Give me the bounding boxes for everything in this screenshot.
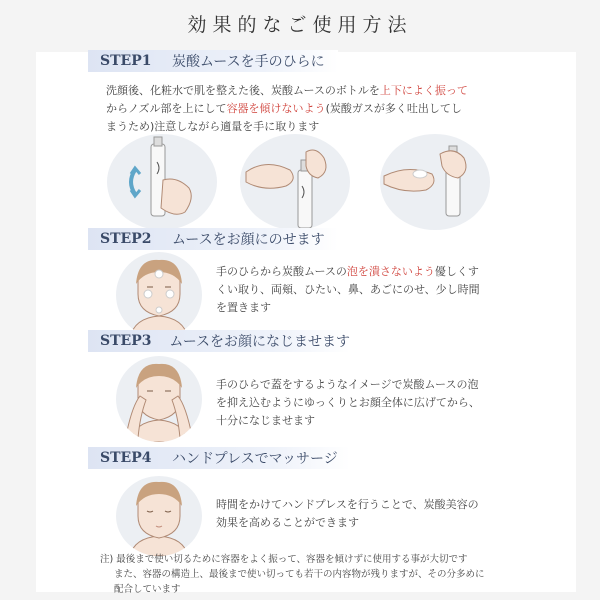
step4-number: STEP4: [100, 450, 152, 466]
step1-title: 炭酸ムースを手のひらに: [172, 54, 325, 70]
step2-text-highlight: 泡を潰さないよう: [346, 265, 435, 278]
step3-text-line1: 手のひらで蓋をするようなイメージで炭酸ムースの泡: [216, 378, 479, 391]
step3-text-line3: 十分になじませます: [216, 414, 315, 427]
step1-text-highlight2: 容器を傾けないよう: [226, 102, 326, 115]
step3-title: ムースをお顔になじませます: [169, 334, 350, 350]
step3-text-line2: を抑え込むようにゆっくりとお顔全体に広げてから、: [216, 396, 480, 409]
step2-text: [216, 263, 516, 317]
step1-number: STEP1: [100, 53, 152, 69]
step1-image-shake: [107, 134, 217, 230]
step2-face-image: [116, 252, 202, 338]
footnote-line2: また、容器の構造上、最後まで使い切っても若干の内容物が残りますが、その分多めに: [114, 569, 485, 580]
page-title: 効果的なご使用方法: [187, 14, 413, 36]
step4-title: ハンドプレスでマッサージ: [172, 451, 338, 467]
step4-face-image: [116, 476, 202, 556]
step1-image-palm: [380, 134, 490, 230]
step2-text-line1: 手のひらから炭酸ムースの: [216, 265, 347, 278]
step1-image-dispense: [240, 134, 350, 230]
step1-text-line2-end: (炭酸ガスが多く吐出してし: [325, 102, 462, 115]
step2-text-line2: くい取り、両頬、ひたい、鼻、あごにのせ、少し時間: [216, 283, 480, 296]
step1-header: [88, 50, 338, 72]
footnote: [100, 552, 580, 597]
step4-header: [88, 447, 350, 469]
step3-number: STEP3: [100, 333, 152, 349]
step1-text: [106, 82, 556, 136]
footnote-line3: 配合しています: [114, 584, 181, 595]
step1-text-highlight1: 上下によく振って: [379, 84, 468, 97]
step1-text-line3: まうため)注意しながら適量を手に取ります: [106, 120, 320, 133]
footnote-line1: 注) 最後まで使い切るために容器をよく振って、容器を傾けずに使用する事が大切です: [100, 554, 468, 565]
step1-text-line2: からノズル部を上にして: [106, 102, 227, 115]
step2-number: STEP2: [100, 231, 152, 247]
step2-header: [88, 228, 338, 250]
step2-title: ムースをお顔にのせます: [172, 232, 325, 248]
step4-text: [216, 496, 516, 532]
step1-text-line1: 洗顔後、化粧水で肌を整えた後、炭酸ムースのボトルを: [106, 84, 380, 97]
step4-text-line2: 効果を高めることができます: [216, 516, 359, 529]
step2-text-line3: を置きます: [216, 301, 271, 314]
step3-face-image: [116, 356, 202, 442]
step3-header: [88, 330, 350, 352]
step4-text-line1: 時間をかけてハンドプレスを行うことで、炭酸美容の: [216, 498, 479, 511]
step3-text: [216, 376, 516, 430]
step2-text-line1-end: 優しくす: [434, 265, 479, 278]
